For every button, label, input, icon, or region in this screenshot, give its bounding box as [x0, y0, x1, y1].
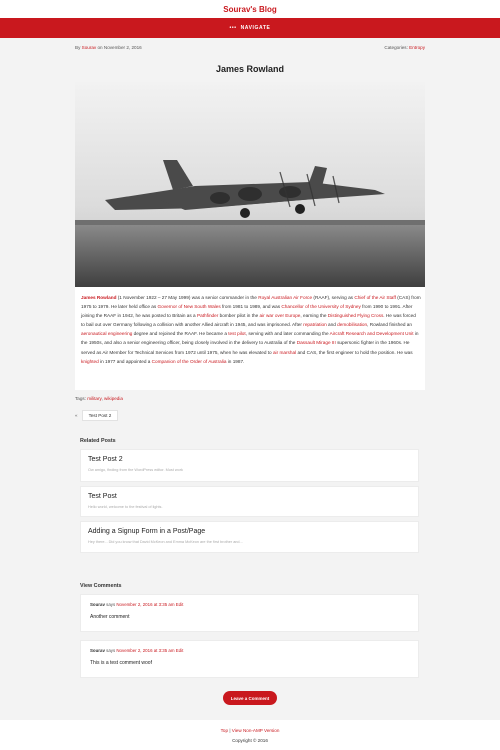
author-link[interactable]: Sourav — [81, 45, 97, 50]
related-post-title[interactable]: Adding a Signup Form in a Post/Page — [88, 528, 206, 535]
tag-wikipedia-link[interactable]: wikipedia — [104, 396, 123, 401]
body-text-segment: , earning the — [300, 313, 328, 319]
related-post-title[interactable]: Test Post 2 — [88, 456, 123, 463]
back-to-top-link[interactable]: Top — [220, 728, 229, 733]
body-link[interactable]: Dassault Mirage III — [296, 340, 336, 346]
post-tags: Tags: military, wikipedia — [75, 396, 123, 401]
body-link[interactable]: air marshal — [272, 349, 297, 355]
body-text-segment: in the 1950s, and also a senior engineering officer, being closely involved in the delivery to Australia of the — [81, 331, 419, 346]
body-link[interactable]: Distinguished Flying Cross — [327, 313, 384, 319]
body-text-segment: from 1981 to 1989, and was — [220, 304, 282, 310]
post-card — [75, 82, 425, 390]
comment-item — [80, 640, 419, 678]
menu-dots-icon: ••• — [229, 25, 237, 31]
body-text-segment: (RAAF), serving as — [312, 295, 355, 300]
comment-edit-link[interactable]: Edit — [175, 602, 184, 607]
category-link[interactable]: Entropy — [409, 45, 425, 50]
previous-post-button[interactable]: Test Post 2 — [82, 410, 119, 421]
related-posts-heading: Related Posts — [80, 438, 116, 444]
comment-date-link[interactable]: November 2, 2016 at 3:35 am — [116, 648, 175, 653]
comment-author: Sourav — [90, 602, 105, 607]
site-footer — [0, 720, 500, 750]
body-link[interactable]: aeronautical engineering — [81, 331, 133, 337]
related-post-excerpt: Hello world, welcome to the festival of lights. — [88, 505, 163, 509]
body-link[interactable]: Chancellor of the University of Sydney — [281, 304, 361, 310]
comment-author: Sourav — [90, 648, 105, 653]
non-amp-version-link[interactable]: View Non-AMP Version — [231, 728, 280, 733]
featured-image-aircraft-photo — [75, 82, 425, 287]
body-link[interactable]: Chief of the Air Staff — [354, 295, 396, 300]
previous-post-nav — [75, 410, 118, 421]
body-text-segment: in 1977 and appointed a — [98, 358, 152, 364]
related-post-card[interactable] — [80, 449, 419, 482]
body-link[interactable]: Royal Australian Air Force — [258, 295, 313, 300]
body-link[interactable]: repatriation — [303, 322, 327, 328]
body-text-segment: (1 November 1922 – 27 May 1999) was a senior commander in the — [116, 295, 259, 300]
body-text-segment: and — [326, 322, 338, 328]
comment-meta: Sourav says November 2, 2016 at 3:35 am Edit — [90, 648, 184, 653]
navigate-label: NAVIGATE — [240, 25, 271, 31]
post-date: on November 2, 2016 — [97, 45, 142, 50]
tag-military-link[interactable]: military — [87, 396, 102, 401]
body-text-segment: degree and rejoined the RAAF. He became a — [132, 331, 229, 337]
body-text-segment: (CAS) from 1975 to 1979. He later held office as — [81, 295, 421, 310]
body-text-segment: , Rowland finished an — [367, 322, 412, 328]
body-link[interactable]: Governor of New South Wales — [157, 304, 221, 310]
site-header — [0, 0, 500, 18]
left-arrow-icon: « — [75, 413, 78, 418]
comment-edit-link[interactable]: Edit — [175, 648, 184, 653]
related-post-excerpt: Hey there... Did you know that David McKeon and Emma McKeon are the first brother and... — [88, 540, 243, 544]
body-text-segment: bomber pilot in the — [218, 313, 260, 319]
post-byline: By Sourav on November 2, 2016 — [75, 45, 142, 50]
post-categories: Categories: Entropy — [384, 45, 425, 50]
body-text-segment: from 1990 to 1991. After joining the RAAF in 1942, he was posted to Britain as a — [81, 304, 413, 319]
related-post-excerpt: Ow amigo, finding from the WordPress editor. Must work — [88, 468, 183, 472]
comment-item — [80, 594, 419, 632]
body-text-segment: and CAS, the first engineer to hold the position. He was — [296, 349, 413, 355]
post-body-text — [81, 293, 421, 366]
post-title: James Rowland — [215, 64, 285, 74]
body-link[interactable]: test pilot — [228, 331, 246, 337]
related-post-card[interactable] — [80, 521, 419, 553]
body-text-segment: . He was forced to bail out over Germany following a collision with another Allied aircraft in 1945, and was imprisoned. After — [81, 313, 416, 328]
comment-meta: Sourav says November 2, 2016 at 3:35 am Edit — [90, 602, 184, 607]
view-comments-heading: View Comments — [80, 583, 122, 589]
body-text-segment: in 1987. — [226, 358, 245, 364]
body-link[interactable]: demobilisation — [337, 322, 368, 328]
body-link[interactable]: Pathfinder — [196, 313, 219, 319]
comment-text: Another comment — [90, 614, 130, 620]
body-text-segment: supersonic fighter in the 1960s. He served as Air Member for Technical Services from 1972 until 1975, when he was elevated to — [81, 340, 410, 355]
body-text-segment: , serving with and later commanding the — [245, 331, 330, 337]
comment-text: This is a test comment woof — [90, 660, 152, 666]
body-link[interactable]: air war over Europe — [259, 313, 301, 319]
navigate-menu-button[interactable] — [0, 18, 500, 38]
related-post-card[interactable] — [80, 486, 419, 517]
body-link[interactable]: knighted — [81, 358, 99, 364]
related-post-title[interactable]: Test Post — [88, 493, 117, 500]
copyright-text: Copyright © 2016 — [232, 738, 268, 743]
body-bold-name: James Rowland — [81, 295, 117, 300]
footer-links: Top | View Non-AMP Version — [220, 728, 280, 733]
comment-date-link[interactable]: November 2, 2016 at 3:35 am — [116, 602, 175, 607]
leave-comment-button[interactable]: Leave a Comment — [223, 691, 277, 705]
body-link[interactable]: Companion of the Order of Australia — [151, 358, 227, 364]
post-meta — [75, 45, 425, 50]
body-link[interactable]: Aircraft Research and Development Unit — [329, 331, 414, 337]
site-title[interactable]: Sourav's Blog — [223, 4, 277, 14]
